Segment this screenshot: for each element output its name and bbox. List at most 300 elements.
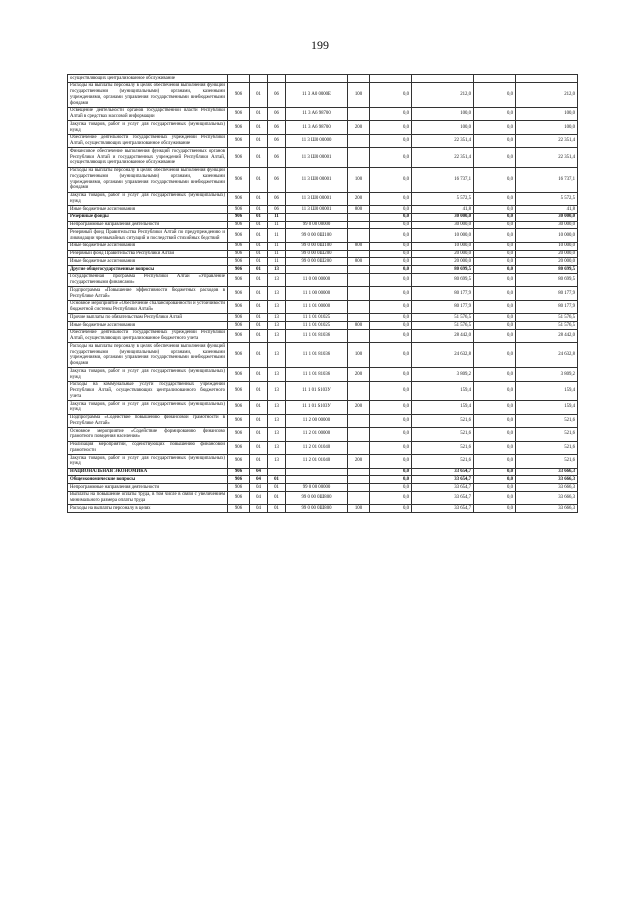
amount-col-2: 30 000,0 xyxy=(412,213,474,221)
amount-col-1: 0,0 xyxy=(370,192,412,206)
amount-col-1: 0,0 xyxy=(370,484,412,492)
table-row xyxy=(68,468,578,476)
amount-col-1: 0,0 xyxy=(370,266,412,274)
ministry-code: 906 xyxy=(228,192,250,206)
amount-col-2: 521,6 xyxy=(412,441,474,455)
amount-col-4: 521,6 xyxy=(516,441,578,455)
amount-col-4: 16 737,1 xyxy=(516,167,578,192)
amount-col-1: 0,0 xyxy=(370,476,412,484)
amount-col-2: 10 000,0 xyxy=(412,242,474,250)
amount-col-4: 33 666,3 xyxy=(516,468,578,476)
expense-type xyxy=(348,414,370,428)
section-code: 01 xyxy=(250,381,268,400)
target-article xyxy=(286,266,348,274)
ministry-code: 906 xyxy=(228,134,250,148)
amount-col-4: 100,0 xyxy=(516,107,578,121)
section-code: 01 xyxy=(250,250,268,258)
target-article: 11 3 Ш0 00001 xyxy=(286,206,348,214)
budget-table-body xyxy=(68,75,578,513)
amount-col-3: 0,0 xyxy=(474,82,516,107)
target-article: 11 1 00 00000 xyxy=(286,287,348,301)
budget-table xyxy=(67,74,578,513)
target-article: 11 3 А6 98700 xyxy=(286,107,348,121)
section-code: 01 xyxy=(250,121,268,135)
amount-col-4: 41,8 xyxy=(516,206,578,214)
table-row xyxy=(68,322,578,330)
amount-col-3: 0,0 xyxy=(474,476,516,484)
amount-col-1: 0,0 xyxy=(370,441,412,455)
row-name: Обеспечение деятельности государственных учреждений Республики Алтай, осуществляющих централизованное бюджетного учета xyxy=(68,329,228,343)
row-name: Резервный фонд Правительства Республики Алтай xyxy=(68,250,228,258)
amount-col-2: 16 737,1 xyxy=(412,167,474,192)
section-code: 01 xyxy=(250,213,268,221)
expense-type xyxy=(348,287,370,301)
row-name: Освещение деятельности органов государственной власти Республики Алтай в средствах массовой информации xyxy=(68,107,228,121)
target-article: 11 3 Ш0 00001 xyxy=(286,192,348,206)
expense-type: 200 xyxy=(348,401,370,415)
ministry-code: 906 xyxy=(228,82,250,107)
row-name: Расходы на выплаты персоналу в целях xyxy=(68,505,228,513)
table-row xyxy=(68,491,578,505)
amount-col-4: 80 699,5 xyxy=(516,273,578,287)
amount-col-4: 80 177,9 xyxy=(516,300,578,314)
section-code: 04 xyxy=(250,491,268,505)
ministry-code: 906 xyxy=(228,221,250,229)
amount-col-1: 0,0 xyxy=(370,229,412,243)
ministry-code: 906 xyxy=(228,505,250,513)
row-name: Основное мероприятие «Содействие формированию финансово грамотного поведения населения» xyxy=(68,428,228,442)
section-code: 01 xyxy=(250,82,268,107)
amount-col-4: 33 666,3 xyxy=(516,491,578,505)
target-article: 99 0 00 0Ш100 xyxy=(286,229,348,243)
ministry-code xyxy=(228,75,250,83)
target-article: 99 0 00 0Ш200 xyxy=(286,250,348,258)
subsection-code: 06 xyxy=(268,167,286,192)
row-name: Резервный фонд Правительства Республики Алтай по предупреждению и ликвидации чрезвычайных ситуаций и последствий стихийных бедствий xyxy=(68,229,228,243)
target-article: 11 3 А0 0000Е xyxy=(286,82,348,107)
expense-type xyxy=(348,266,370,274)
section-code xyxy=(250,75,268,83)
expense-type xyxy=(348,148,370,167)
table-row xyxy=(68,273,578,287)
section-code: 04 xyxy=(250,468,268,476)
amount-col-2: 33 654,7 xyxy=(412,468,474,476)
table-row xyxy=(68,300,578,314)
ministry-code: 906 xyxy=(228,250,250,258)
row-name: Выплаты на повышение оплаты труда, в том числе в связи с увеличением минимального размера оплаты труда xyxy=(68,491,228,505)
ministry-code: 906 xyxy=(228,242,250,250)
row-name: Прочие выплаты по обязательствам Республики Алтай xyxy=(68,314,228,322)
section-code: 01 xyxy=(250,221,268,229)
row-name: Расходы на выплаты персоналу в целях обеспечения выполнения функций государственными (муниципальными) органами, казенными учреждениями, органами управления государственными внебюджетными фондами xyxy=(68,82,228,107)
amount-col-3: 0,0 xyxy=(474,258,516,266)
expense-type xyxy=(348,491,370,505)
table-row xyxy=(68,206,578,214)
subsection-code: 06 xyxy=(268,107,286,121)
amount-col-1: 0,0 xyxy=(370,300,412,314)
expense-type: 200 xyxy=(348,121,370,135)
subsection-code: 01 xyxy=(268,476,286,484)
amount-col-2: 28 442,0 xyxy=(412,329,474,343)
subsection-code: 13 xyxy=(268,314,286,322)
amount-col-1: 0,0 xyxy=(370,213,412,221)
table-row xyxy=(68,484,578,492)
amount-col-3: 0,0 xyxy=(474,368,516,382)
amount-col-1: 0,0 xyxy=(370,287,412,301)
expense-type xyxy=(348,468,370,476)
target-article: 99 0 00 0Ш200 xyxy=(286,258,348,266)
row-name: Закупка товаров, работ и услуг для государственных (муниципальных) нужд xyxy=(68,455,228,469)
subsection-code: 06 xyxy=(268,82,286,107)
amount-col-1: 0,0 xyxy=(370,414,412,428)
table-row xyxy=(68,242,578,250)
ministry-code: 906 xyxy=(228,107,250,121)
expense-type: 100 xyxy=(348,167,370,192)
target-article: 11 1 01 00000 xyxy=(286,300,348,314)
amount-col-4 xyxy=(516,75,578,83)
amount-col-1: 0,0 xyxy=(370,455,412,469)
subsection-code: 11 xyxy=(268,221,286,229)
amount-col-3: 0,0 xyxy=(474,505,516,513)
target-article: 11 1 01 01025 xyxy=(286,322,348,330)
subsection-code: 11 xyxy=(268,229,286,243)
row-name: Основное мероприятие «Обеспечение сбалансированности и устойчивости бюджетной системы Республики Алтай» xyxy=(68,300,228,314)
expense-type: 200 xyxy=(348,368,370,382)
table-row xyxy=(68,229,578,243)
amount-col-2: 5 572,5 xyxy=(412,192,474,206)
amount-col-1: 0,0 xyxy=(370,428,412,442)
expense-type xyxy=(348,314,370,322)
section-code: 01 xyxy=(250,134,268,148)
section-code: 01 xyxy=(250,343,268,368)
expense-type xyxy=(348,484,370,492)
amount-col-1: 0,0 xyxy=(370,221,412,229)
amount-col-4: 5 572,5 xyxy=(516,192,578,206)
amount-col-2: 22 351,4 xyxy=(412,148,474,167)
section-code: 01 xyxy=(250,206,268,214)
target-article: 11 1 01 81036 xyxy=(286,343,348,368)
ministry-code: 906 xyxy=(228,300,250,314)
section-code: 01 xyxy=(250,300,268,314)
amount-col-4: 33 666,3 xyxy=(516,476,578,484)
amount-col-3: 0,0 xyxy=(474,167,516,192)
amount-col-3: 0,0 xyxy=(474,322,516,330)
amount-col-3: 0,0 xyxy=(474,484,516,492)
target-article xyxy=(286,213,348,221)
amount-col-1 xyxy=(370,75,412,83)
expense-type: 800 xyxy=(348,322,370,330)
section-code: 01 xyxy=(250,273,268,287)
target-article: 99 0 00 0Ш800 xyxy=(286,505,348,513)
amount-col-4: 521,6 xyxy=(516,414,578,428)
amount-col-1: 0,0 xyxy=(370,273,412,287)
amount-col-3: 0,0 xyxy=(474,314,516,322)
amount-col-2: 33 654,7 xyxy=(412,484,474,492)
expense-type: 800 xyxy=(348,242,370,250)
ministry-code: 906 xyxy=(228,121,250,135)
row-name: Иные бюджетные ассигнования xyxy=(68,322,228,330)
subsection-code xyxy=(268,75,286,83)
expense-type: 100 xyxy=(348,343,370,368)
subsection-code: 06 xyxy=(268,148,286,167)
expense-type xyxy=(348,441,370,455)
row-name: Подпрограмма «Содействие повышению финансовой грамотности в Республике Алтай» xyxy=(68,414,228,428)
subsection-code: 13 xyxy=(268,273,286,287)
target-article: 11 3 Ш0 00001 xyxy=(286,148,348,167)
table-row xyxy=(68,287,578,301)
table-row xyxy=(68,381,578,400)
subsection-code: 13 xyxy=(268,322,286,330)
amount-col-2: 80 699,5 xyxy=(412,273,474,287)
target-article: 11 1 01 81036 xyxy=(286,368,348,382)
row-name: Финансовое обеспечение выполнения функций государственных органов Республики Алтай и государственных учреждений Республики Алтай, осуществляющих централизованное обслуживание xyxy=(68,148,228,167)
subsection-code: 13 xyxy=(268,441,286,455)
section-code: 01 xyxy=(250,414,268,428)
amount-col-4: 28 442,0 xyxy=(516,329,578,343)
subsection-code: 13 xyxy=(268,300,286,314)
expense-type: 100 xyxy=(348,505,370,513)
expense-type: 800 xyxy=(348,258,370,266)
expense-type xyxy=(348,273,370,287)
amount-col-2: 521,6 xyxy=(412,428,474,442)
row-name: Иные бюджетные ассигнования xyxy=(68,258,228,266)
subsection-code: 06 xyxy=(268,121,286,135)
table-row xyxy=(68,167,578,192)
subsection-code: 01 xyxy=(268,484,286,492)
amount-col-3: 0,0 xyxy=(474,213,516,221)
amount-col-3: 0,0 xyxy=(474,381,516,400)
table-row xyxy=(68,505,578,513)
amount-col-2: 10 000,0 xyxy=(412,229,474,243)
ministry-code: 906 xyxy=(228,381,250,400)
amount-col-3: 0,0 xyxy=(474,491,516,505)
row-name: Резервные фонды xyxy=(68,213,228,221)
table-row xyxy=(68,250,578,258)
expense-type xyxy=(348,229,370,243)
table-row xyxy=(68,121,578,135)
subsection-code: 11 xyxy=(268,258,286,266)
ministry-code: 906 xyxy=(228,322,250,330)
amount-col-4: 3 809,2 xyxy=(516,368,578,382)
subsection-code: 01 xyxy=(268,505,286,513)
amount-col-3: 0,0 xyxy=(474,343,516,368)
subsection-code xyxy=(268,468,286,476)
row-name: Расходы на коммунальные услуги государственных учреждений Республики Алтай, осуществляющих централизованного бюджетного учета xyxy=(68,381,228,400)
ministry-code: 906 xyxy=(228,401,250,415)
amount-col-4: 521,6 xyxy=(516,428,578,442)
amount-col-3: 0,0 xyxy=(474,134,516,148)
amount-col-4: 521,6 xyxy=(516,455,578,469)
section-code: 01 xyxy=(250,428,268,442)
ministry-code: 906 xyxy=(228,455,250,469)
amount-col-1: 0,0 xyxy=(370,343,412,368)
amount-col-1: 0,0 xyxy=(370,381,412,400)
subsection-code: 13 xyxy=(268,414,286,428)
ministry-code: 906 xyxy=(228,414,250,428)
amount-col-3: 0,0 xyxy=(474,468,516,476)
row-name: Обеспечение деятельности государственных учреждений Республики Алтай, осуществляющих централизованное обслуживание xyxy=(68,134,228,148)
target-article xyxy=(286,476,348,484)
amount-col-2: 80 699,5 xyxy=(412,266,474,274)
amount-col-3: 0,0 xyxy=(474,329,516,343)
amount-col-1: 0,0 xyxy=(370,322,412,330)
expense-type xyxy=(348,75,370,83)
amount-col-2: 33 654,7 xyxy=(412,505,474,513)
amount-col-2: 3 809,2 xyxy=(412,368,474,382)
section-code: 01 xyxy=(250,242,268,250)
amount-col-4: 30 000,0 xyxy=(516,221,578,229)
expense-type: 200 xyxy=(348,192,370,206)
row-name: Подпрограмма «Повышение эффективности бюджетных расходов в Республике Алтай» xyxy=(68,287,228,301)
ministry-code: 906 xyxy=(228,266,250,274)
subsection-code: 13 xyxy=(268,401,286,415)
amount-col-3: 0,0 xyxy=(474,300,516,314)
amount-col-1: 0,0 xyxy=(370,82,412,107)
row-name: осуществляющих централизованное обслуживание xyxy=(68,75,228,83)
ministry-code: 906 xyxy=(228,213,250,221)
subsection-code: 11 xyxy=(268,213,286,221)
table-row xyxy=(68,455,578,469)
amount-col-3: 0,0 xyxy=(474,206,516,214)
expense-type xyxy=(348,221,370,229)
expense-type xyxy=(348,428,370,442)
target-article: 11 1 01 S103У xyxy=(286,381,348,400)
section-code: 01 xyxy=(250,441,268,455)
subsection-code: 13 xyxy=(268,329,286,343)
amount-col-4: 22 351,4 xyxy=(516,148,578,167)
amount-col-2: 80 177,9 xyxy=(412,287,474,301)
amount-col-3: 0,0 xyxy=(474,121,516,135)
subsection-code: 11 xyxy=(268,242,286,250)
ministry-code: 906 xyxy=(228,148,250,167)
target-article: 11 3 Ш0 00000 xyxy=(286,134,348,148)
section-code: 04 xyxy=(250,484,268,492)
amount-col-2: 24 632,8 xyxy=(412,343,474,368)
amount-col-2: 80 177,9 xyxy=(412,300,474,314)
subsection-code: 13 xyxy=(268,287,286,301)
subsection-code: 01 xyxy=(268,491,286,505)
target-article: 11 3 А6 98700 xyxy=(286,121,348,135)
amount-col-2: 159,4 xyxy=(412,401,474,415)
ministry-code: 906 xyxy=(228,343,250,368)
ministry-code: 906 xyxy=(228,368,250,382)
row-name: Закупка товаров, работ и услуг для государственных (муниципальных) нужд xyxy=(68,192,228,206)
amount-col-4: 30 000,0 xyxy=(516,213,578,221)
amount-col-2: 521,6 xyxy=(412,455,474,469)
section-code: 01 xyxy=(250,167,268,192)
ministry-code: 906 xyxy=(228,167,250,192)
amount-col-1: 0,0 xyxy=(370,468,412,476)
subsection-code: 13 xyxy=(268,428,286,442)
row-name: Другие общегосударственные вопросы xyxy=(68,266,228,274)
amount-col-2: 20 000,0 xyxy=(412,250,474,258)
subsection-code: 06 xyxy=(268,134,286,148)
row-name: Закупка товаров, работ и услуг для государственных (муниципальных) нужд xyxy=(68,401,228,415)
amount-col-3: 0,0 xyxy=(474,242,516,250)
amount-col-4: 51 576,5 xyxy=(516,322,578,330)
amount-col-2 xyxy=(412,75,474,83)
amount-col-2: 212,0 xyxy=(412,82,474,107)
section-code: 01 xyxy=(250,455,268,469)
amount-col-4: 80 699,5 xyxy=(516,266,578,274)
row-name: Иные бюджетные ассигнования xyxy=(68,242,228,250)
target-article: 11 2 01 00000 xyxy=(286,428,348,442)
table-row xyxy=(68,428,578,442)
amount-col-4: 20 000,0 xyxy=(516,258,578,266)
amount-col-4: 51 576,5 xyxy=(516,314,578,322)
amount-col-2: 51 576,5 xyxy=(412,322,474,330)
table-row xyxy=(68,148,578,167)
amount-col-2: 30 000,0 xyxy=(412,221,474,229)
section-code: 01 xyxy=(250,107,268,121)
section-code: 01 xyxy=(250,192,268,206)
expense-type xyxy=(348,134,370,148)
amount-col-2: 22 351,4 xyxy=(412,134,474,148)
table-row xyxy=(68,213,578,221)
amount-col-2: 521,6 xyxy=(412,414,474,428)
amount-col-3: 0,0 xyxy=(474,221,516,229)
target-article: 99 0 00 0Ш100 xyxy=(286,242,348,250)
amount-col-2: 33 654,7 xyxy=(412,476,474,484)
amount-col-4: 212,0 xyxy=(516,82,578,107)
amount-col-1: 0,0 xyxy=(370,314,412,322)
table-row xyxy=(68,192,578,206)
row-name: Закупка товаров, работ и услуг для государственных (муниципальных) нужд xyxy=(68,121,228,135)
amount-col-2: 100,0 xyxy=(412,121,474,135)
subsection-code: 06 xyxy=(268,192,286,206)
section-code: 01 xyxy=(250,148,268,167)
section-code: 01 xyxy=(250,401,268,415)
ministry-code: 906 xyxy=(228,476,250,484)
amount-col-1: 0,0 xyxy=(370,329,412,343)
ministry-code: 906 xyxy=(228,329,250,343)
amount-col-1: 0,0 xyxy=(370,148,412,167)
table-row xyxy=(68,329,578,343)
ministry-code: 906 xyxy=(228,484,250,492)
section-code: 01 xyxy=(250,329,268,343)
amount-col-2: 33 654,7 xyxy=(412,491,474,505)
ministry-code: 906 xyxy=(228,258,250,266)
amount-col-3: 0,0 xyxy=(474,287,516,301)
page-number: 199 xyxy=(311,38,329,52)
row-name: Государственная программа Республики Алтай «Управление государственными финансами» xyxy=(68,273,228,287)
amount-col-3: 0,0 xyxy=(474,229,516,243)
target-article: 11 2 01 01040 xyxy=(286,455,348,469)
subsection-code: 13 xyxy=(268,266,286,274)
table-row xyxy=(68,314,578,322)
target-article xyxy=(286,468,348,476)
amount-col-4: 33 666,3 xyxy=(516,505,578,513)
amount-col-4: 80 177,9 xyxy=(516,287,578,301)
subsection-code: 06 xyxy=(268,206,286,214)
table-row xyxy=(68,134,578,148)
amount-col-3: 0,0 xyxy=(474,273,516,287)
table-row xyxy=(68,343,578,368)
row-name: Расходы на выплаты персоналу в целях обеспечения выполнения функций государственными (муниципальными) органами, казенными учреждениями, органами управления государственными внебюджетными фондами xyxy=(68,343,228,368)
section-code: 04 xyxy=(250,476,268,484)
amount-col-3 xyxy=(474,75,516,83)
ministry-code: 906 xyxy=(228,468,250,476)
table-row xyxy=(68,476,578,484)
expense-type: 800 xyxy=(348,206,370,214)
target-article xyxy=(286,75,348,83)
amount-col-4: 100,0 xyxy=(516,121,578,135)
amount-col-3: 0,0 xyxy=(474,107,516,121)
section-code: 01 xyxy=(250,368,268,382)
amount-col-3: 0,0 xyxy=(474,428,516,442)
amount-col-4: 20 000,0 xyxy=(516,250,578,258)
row-name: Непрограммные направления деятельности xyxy=(68,221,228,229)
